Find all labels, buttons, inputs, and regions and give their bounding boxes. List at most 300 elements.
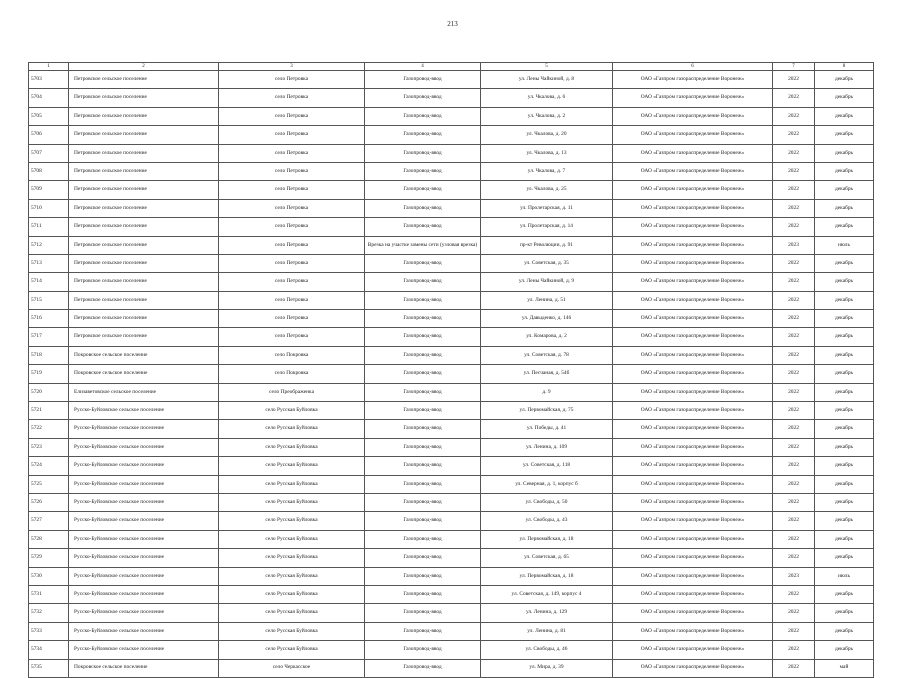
cell-month: декабрь xyxy=(815,530,874,548)
cell-year: 2022 xyxy=(773,512,815,530)
table-row xyxy=(29,144,874,162)
table-row xyxy=(29,365,874,383)
cell-year: 2022 xyxy=(773,438,815,456)
table-row xyxy=(29,402,874,420)
cell-address: ул. Мира, д. 39 xyxy=(481,659,613,677)
cell-address: ул. Ленина, д. 51 xyxy=(481,291,613,309)
cell-locality-name: село Русская Буйловка xyxy=(219,493,365,511)
cell-operator-name: ОАО «Газпром газораспределение Воронеж» xyxy=(613,346,773,364)
cell-year: 2022 xyxy=(773,126,815,144)
cell-object-type: Газопровод-ввод xyxy=(365,254,481,272)
cell-object-type: Газопровод-ввод xyxy=(365,567,481,585)
cell-settlement-name: Русско-Буйловское сельское поселение xyxy=(69,438,219,456)
cell-month: декабрь xyxy=(815,365,874,383)
cell-row-number: 5705 xyxy=(29,107,69,125)
cell-operator-name: ОАО «Газпром газораспределение Воронеж» xyxy=(613,567,773,585)
cell-locality-name: село Русская Буйловка xyxy=(219,457,365,475)
cell-operator-name: ОАО «Газпром газораспределение Воронеж» xyxy=(613,622,773,640)
cell-locality-name: село Черкасское xyxy=(219,659,365,677)
cell-year: 2022 xyxy=(773,641,815,659)
cell-address: ул. Советская, д. 118 xyxy=(481,457,613,475)
cell-address: ул. Северная, д. 1, корпус б xyxy=(481,475,613,493)
cell-address: ул. Советская, д. 149, корпус 4 xyxy=(481,585,613,603)
cell-settlement-name: Петровское сельское поселение xyxy=(69,273,219,291)
cell-row-number: 5713 xyxy=(29,254,69,272)
column-header: 8 xyxy=(815,63,874,71)
cell-address: ул. Первомайская, д. 75 xyxy=(481,402,613,420)
cell-settlement-name: Петровское сельское поселение xyxy=(69,254,219,272)
column-header: 3 xyxy=(219,63,365,71)
cell-address: пр-кт Революции, д. 91 xyxy=(481,236,613,254)
table-row xyxy=(29,126,874,144)
table-row xyxy=(29,291,874,309)
cell-month: декабрь xyxy=(815,475,874,493)
cell-row-number: 5729 xyxy=(29,549,69,567)
cell-row-number: 5718 xyxy=(29,346,69,364)
cell-address: ул. Чкалова, д. 7 xyxy=(481,162,613,180)
cell-row-number: 5716 xyxy=(29,310,69,328)
cell-object-type: Газопровод-ввод xyxy=(365,199,481,217)
table-row xyxy=(29,475,874,493)
cell-year: 2022 xyxy=(773,659,815,677)
cell-year: 2023 xyxy=(773,567,815,585)
cell-object-type: Газопровод-ввод xyxy=(365,475,481,493)
cell-address: д. 9 xyxy=(481,383,613,401)
cell-year: 2022 xyxy=(773,457,815,475)
cell-address: ул. Чкалова, д. 25 xyxy=(481,181,613,199)
cell-month: декабрь xyxy=(815,89,874,107)
cell-address: ул. Чкалова, д. 13 xyxy=(481,144,613,162)
table-row xyxy=(29,585,874,603)
cell-settlement-name: Русско-Буйловское сельское поселение xyxy=(69,530,219,548)
cell-settlement-name: Петровское сельское поселение xyxy=(69,291,219,309)
cell-operator-name: ОАО «Газпром газораспределение Воронеж» xyxy=(613,530,773,548)
cell-row-number: 5731 xyxy=(29,585,69,603)
cell-locality-name: село Петровка xyxy=(219,144,365,162)
cell-object-type: Газопровод-ввод xyxy=(365,493,481,511)
cell-address: ул. Первомайская, д. 18 xyxy=(481,530,613,548)
cell-locality-name: село Петровка xyxy=(219,162,365,180)
cell-settlement-name: Петровское сельское поселение xyxy=(69,162,219,180)
cell-year: 2022 xyxy=(773,346,815,364)
cell-row-number: 5724 xyxy=(29,457,69,475)
table-row xyxy=(29,107,874,125)
cell-month: декабрь xyxy=(815,585,874,603)
cell-row-number: 5733 xyxy=(29,622,69,640)
column-header: 5 xyxy=(481,63,613,71)
cell-year: 2022 xyxy=(773,273,815,291)
cell-month: декабрь xyxy=(815,107,874,125)
cell-row-number: 5723 xyxy=(29,438,69,456)
cell-operator-name: ОАО «Газпром газораспределение Воронеж» xyxy=(613,604,773,622)
cell-address: ул. Комарова, д. 2 xyxy=(481,328,613,346)
cell-locality-name: село Русская Буйловка xyxy=(219,641,365,659)
cell-settlement-name: Покровское сельское поселение xyxy=(69,346,219,364)
cell-operator-name: ОАО «Газпром газораспределение Воронеж» xyxy=(613,328,773,346)
table-row xyxy=(29,512,874,530)
table-row xyxy=(29,420,874,438)
cell-settlement-name: Петровское сельское поселение xyxy=(69,107,219,125)
cell-year: 2022 xyxy=(773,162,815,180)
table-row xyxy=(29,383,874,401)
cell-month: декабрь xyxy=(815,438,874,456)
cell-locality-name: село Русская Буйловка xyxy=(219,512,365,530)
cell-row-number: 5708 xyxy=(29,162,69,180)
cell-address: ул. Советская, д. 35 xyxy=(481,254,613,272)
cell-locality-name: село Русская Буйловка xyxy=(219,402,365,420)
cell-operator-name: ОАО «Газпром газораспределение Воронеж» xyxy=(613,493,773,511)
cell-row-number: 5732 xyxy=(29,604,69,622)
cell-year: 2022 xyxy=(773,199,815,217)
cell-year: 2022 xyxy=(773,622,815,640)
cell-month: декабрь xyxy=(815,402,874,420)
cell-object-type: Газопровод-ввод xyxy=(365,659,481,677)
cell-locality-name: село Петровка xyxy=(219,236,365,254)
cell-locality-name: село Русская Буйловка xyxy=(219,438,365,456)
cell-settlement-name: Русско-Буйловское сельское поселение xyxy=(69,622,219,640)
cell-month: декабрь xyxy=(815,273,874,291)
cell-year: 2022 xyxy=(773,365,815,383)
cell-operator-name: ОАО «Газпром газораспределение Воронеж» xyxy=(613,659,773,677)
column-header: 1 xyxy=(29,63,69,71)
cell-month: декабрь xyxy=(815,144,874,162)
cell-address: ул. Давыденко, д. 146 xyxy=(481,310,613,328)
cell-month: декабрь xyxy=(815,328,874,346)
table-row xyxy=(29,659,874,677)
cell-locality-name: село Русская Буйловка xyxy=(219,530,365,548)
cell-address: ул. Ленина, д. 81 xyxy=(481,622,613,640)
cell-operator-name: ОАО «Газпром газораспределение Воронеж» xyxy=(613,144,773,162)
cell-locality-name: село Покровка xyxy=(219,365,365,383)
cell-year: 2022 xyxy=(773,71,815,89)
cell-operator-name: ОАО «Газпром газораспределение Воронеж» xyxy=(613,273,773,291)
cell-month: декабрь xyxy=(815,420,874,438)
cell-year: 2022 xyxy=(773,585,815,603)
table-row xyxy=(29,254,874,272)
table-row xyxy=(29,236,874,254)
cell-operator-name: ОАО «Газпром газораспределение Воронеж» xyxy=(613,383,773,401)
cell-year: 2022 xyxy=(773,107,815,125)
cell-year: 2022 xyxy=(773,549,815,567)
table-header-row xyxy=(29,63,874,71)
cell-month: декабрь xyxy=(815,218,874,236)
cell-row-number: 5730 xyxy=(29,567,69,585)
cell-object-type: Газопровод-ввод xyxy=(365,512,481,530)
table-row xyxy=(29,622,874,640)
cell-locality-name: село Петровка xyxy=(219,107,365,125)
cell-year: 2022 xyxy=(773,493,815,511)
cell-operator-name: ОАО «Газпром газораспределение Воронеж» xyxy=(613,236,773,254)
table-row xyxy=(29,641,874,659)
cell-operator-name: ОАО «Газпром газораспределение Воронеж» xyxy=(613,475,773,493)
cell-address: ул. Ленина, д. 129 xyxy=(481,604,613,622)
cell-object-type: Газопровод-ввод xyxy=(365,549,481,567)
cell-locality-name: село Петровка xyxy=(219,71,365,89)
cell-settlement-name: Русско-Буйловское сельское поселение xyxy=(69,585,219,603)
cell-operator-name: ОАО «Газпром газораспределение Воронеж» xyxy=(613,254,773,272)
cell-object-type: Газопровод-ввод xyxy=(365,383,481,401)
cell-row-number: 5711 xyxy=(29,218,69,236)
cell-month: июль xyxy=(815,567,874,585)
cell-month: декабрь xyxy=(815,346,874,364)
cell-locality-name: село Петровка xyxy=(219,126,365,144)
cell-settlement-name: Русско-Буйловское сельское поселение xyxy=(69,457,219,475)
cell-settlement-name: Русско-Буйловское сельское поселение xyxy=(69,512,219,530)
column-header: 2 xyxy=(69,63,219,71)
cell-address: ул. Лены Чайкиной, д. 9 xyxy=(481,273,613,291)
cell-year: 2022 xyxy=(773,530,815,548)
cell-month: декабрь xyxy=(815,512,874,530)
cell-address: ул. Свободы, д. 50 xyxy=(481,493,613,511)
table-row xyxy=(29,493,874,511)
cell-year: 2022 xyxy=(773,89,815,107)
cell-operator-name: ОАО «Газпром газораспределение Воронеж» xyxy=(613,71,773,89)
cell-object-type: Газопровод-ввод xyxy=(365,438,481,456)
cell-settlement-name: Петровское сельское поселение xyxy=(69,71,219,89)
cell-locality-name: село Русская Буйловка xyxy=(219,420,365,438)
cell-object-type: Газопровод-ввод xyxy=(365,273,481,291)
table-row xyxy=(29,457,874,475)
cell-locality-name: село Петровка xyxy=(219,218,365,236)
cell-object-type: Газопровод-ввод xyxy=(365,641,481,659)
cell-settlement-name: Русско-Буйловское сельское поселение xyxy=(69,567,219,585)
cell-year: 2022 xyxy=(773,402,815,420)
cell-row-number: 5703 xyxy=(29,71,69,89)
cell-address: ул. Первомайская, д. 18 xyxy=(481,567,613,585)
cell-year: 2022 xyxy=(773,310,815,328)
cell-row-number: 5722 xyxy=(29,420,69,438)
table-row xyxy=(29,310,874,328)
cell-year: 2022 xyxy=(773,254,815,272)
cell-operator-name: ОАО «Газпром газораспределение Воронеж» xyxy=(613,585,773,603)
cell-year: 2022 xyxy=(773,291,815,309)
cell-locality-name: село Петровка xyxy=(219,310,365,328)
cell-month: декабрь xyxy=(815,604,874,622)
cell-settlement-name: Петровское сельское поселение xyxy=(69,181,219,199)
cell-address: ул. Пролетарская, д. 14 xyxy=(481,218,613,236)
cell-month: декабрь xyxy=(815,549,874,567)
cell-year: 2022 xyxy=(773,328,815,346)
cell-year: 2022 xyxy=(773,218,815,236)
cell-locality-name: село Петровка xyxy=(219,199,365,217)
cell-settlement-name: Петровское сельское поселение xyxy=(69,218,219,236)
cell-settlement-name: Русско-Буйловское сельское поселение xyxy=(69,402,219,420)
gas-connection-table xyxy=(28,62,874,678)
cell-locality-name: село Покровка xyxy=(219,346,365,364)
cell-settlement-name: Петровское сельское поселение xyxy=(69,328,219,346)
cell-operator-name: ОАО «Газпром газораспределение Воронеж» xyxy=(613,218,773,236)
cell-row-number: 5710 xyxy=(29,199,69,217)
cell-row-number: 5717 xyxy=(29,328,69,346)
column-header: 6 xyxy=(613,63,773,71)
table-row xyxy=(29,89,874,107)
cell-operator-name: ОАО «Газпром газораспределение Воронеж» xyxy=(613,162,773,180)
cell-object-type: Газопровод-ввод xyxy=(365,457,481,475)
cell-month: декабрь xyxy=(815,641,874,659)
column-header: 7 xyxy=(773,63,815,71)
cell-year: 2022 xyxy=(773,181,815,199)
cell-object-type: Газопровод-ввод xyxy=(365,310,481,328)
cell-settlement-name: Покровское сельское поселение xyxy=(69,365,219,383)
cell-locality-name: село Преображенка xyxy=(219,383,365,401)
cell-month: декабрь xyxy=(815,181,874,199)
cell-operator-name: ОАО «Газпром газораспределение Воронеж» xyxy=(613,310,773,328)
cell-year: 2022 xyxy=(773,144,815,162)
cell-month: декабрь xyxy=(815,126,874,144)
cell-month: декабрь xyxy=(815,71,874,89)
cell-locality-name: село Русская Буйловка xyxy=(219,475,365,493)
cell-month: декабрь xyxy=(815,254,874,272)
cell-object-type: Газопровод-ввод xyxy=(365,144,481,162)
cell-object-type: Газопровод-ввод xyxy=(365,530,481,548)
cell-operator-name: ОАО «Газпром газораспределение Воронеж» xyxy=(613,89,773,107)
cell-object-type: Газопровод-ввод xyxy=(365,420,481,438)
cell-object-type: Газопровод-ввод xyxy=(365,218,481,236)
cell-operator-name: ОАО «Газпром газораспределение Воронеж» xyxy=(613,438,773,456)
cell-operator-name: ОАО «Газпром газораспределение Воронеж» xyxy=(613,641,773,659)
cell-settlement-name: Русско-Буйловское сельское поселение xyxy=(69,420,219,438)
cell-row-number: 5707 xyxy=(29,144,69,162)
cell-object-type: Газопровод-ввод xyxy=(365,604,481,622)
cell-locality-name: село Петровка xyxy=(219,328,365,346)
cell-object-type: Газопровод-ввод xyxy=(365,346,481,364)
cell-address: ул. Свободы, д. 46 xyxy=(481,641,613,659)
cell-year: 2023 xyxy=(773,236,815,254)
cell-settlement-name: Петровское сельское поселение xyxy=(69,89,219,107)
cell-month: декабрь xyxy=(815,291,874,309)
cell-settlement-name: Петровское сельское поселение xyxy=(69,236,219,254)
cell-settlement-name: Русско-Буйловское сельское поселение xyxy=(69,475,219,493)
cell-row-number: 5712 xyxy=(29,236,69,254)
cell-month: декабрь xyxy=(815,457,874,475)
cell-settlement-name: Покровское сельское поселение xyxy=(69,659,219,677)
cell-locality-name: село Русская Буйловка xyxy=(219,604,365,622)
cell-operator-name: ОАО «Газпром газораспределение Воронеж» xyxy=(613,291,773,309)
cell-month: май xyxy=(815,659,874,677)
cell-month: декабрь xyxy=(815,383,874,401)
cell-object-type: Газопровод-ввод xyxy=(365,107,481,125)
cell-object-type: Газопровод-ввод xyxy=(365,291,481,309)
cell-address: ул. Советская, д. 78 xyxy=(481,346,613,364)
cell-operator-name: ОАО «Газпром газораспределение Воронеж» xyxy=(613,512,773,530)
cell-address: ул. Победы, д. 41 xyxy=(481,420,613,438)
cell-year: 2022 xyxy=(773,475,815,493)
cell-month: декабрь xyxy=(815,162,874,180)
table-body xyxy=(29,71,874,678)
table-row xyxy=(29,549,874,567)
cell-address: ул. Чкалова, д. 6 xyxy=(481,89,613,107)
cell-year: 2022 xyxy=(773,604,815,622)
cell-row-number: 5709 xyxy=(29,181,69,199)
column-header: 4 xyxy=(365,63,481,71)
cell-month: декабрь xyxy=(815,622,874,640)
cell-row-number: 5734 xyxy=(29,641,69,659)
cell-settlement-name: Русско-Буйловское сельское поселение xyxy=(69,549,219,567)
cell-settlement-name: Петровское сельское поселение xyxy=(69,310,219,328)
cell-address: ул. Песчаная, д. 54б xyxy=(481,365,613,383)
table-row xyxy=(29,181,874,199)
table-row xyxy=(29,273,874,291)
cell-month: декабрь xyxy=(815,493,874,511)
cell-address: ул. Лены Чайкиной, д. 8 xyxy=(481,71,613,89)
cell-operator-name: ОАО «Газпром газораспределение Воронеж» xyxy=(613,199,773,217)
cell-row-number: 5719 xyxy=(29,365,69,383)
table-row xyxy=(29,71,874,89)
cell-object-type: Газопровод-ввод xyxy=(365,328,481,346)
cell-settlement-name: Русско-Буйловское сельское поселение xyxy=(69,641,219,659)
cell-settlement-name: Русско-Буйловское сельское поселение xyxy=(69,604,219,622)
cell-row-number: 5721 xyxy=(29,402,69,420)
cell-operator-name: ОАО «Газпром газораспределение Воронеж» xyxy=(613,549,773,567)
cell-object-type: Газопровод-ввод xyxy=(365,365,481,383)
cell-row-number: 5720 xyxy=(29,383,69,401)
table-row xyxy=(29,346,874,364)
cell-row-number: 5735 xyxy=(29,659,69,677)
cell-settlement-name: Петровское сельское поселение xyxy=(69,126,219,144)
table-row xyxy=(29,604,874,622)
cell-locality-name: село Русская Буйловка xyxy=(219,567,365,585)
cell-operator-name: ОАО «Газпром газораспределение Воронеж» xyxy=(613,126,773,144)
cell-object-type: Газопровод-ввод xyxy=(365,181,481,199)
cell-object-type: Газопровод-ввод xyxy=(365,162,481,180)
cell-row-number: 5704 xyxy=(29,89,69,107)
cell-settlement-name: Елизаветовское сельское поселение xyxy=(69,383,219,401)
cell-operator-name: ОАО «Газпром газораспределение Воронеж» xyxy=(613,420,773,438)
cell-address: ул. Чкалова, д. 20 xyxy=(481,126,613,144)
cell-object-type: Газопровод-ввод xyxy=(365,622,481,640)
cell-locality-name: село Петровка xyxy=(219,273,365,291)
cell-locality-name: село Петровка xyxy=(219,254,365,272)
table-row xyxy=(29,199,874,217)
cell-address: ул. Ленина, д. 109 xyxy=(481,438,613,456)
cell-locality-name: село Петровка xyxy=(219,89,365,107)
table-row xyxy=(29,328,874,346)
cell-operator-name: ОАО «Газпром газораспределение Воронеж» xyxy=(613,457,773,475)
page-number: 213 xyxy=(447,20,458,28)
table-row xyxy=(29,567,874,585)
cell-locality-name: село Русская Буйловка xyxy=(219,549,365,567)
cell-row-number: 5715 xyxy=(29,291,69,309)
cell-address: ул. Пролетарская, д. 11 xyxy=(481,199,613,217)
cell-object-type: Газопровод-ввод xyxy=(365,402,481,420)
table-row xyxy=(29,530,874,548)
cell-operator-name: ОАО «Газпром газораспределение Воронеж» xyxy=(613,402,773,420)
cell-operator-name: ОАО «Газпром газораспределение Воронеж» xyxy=(613,365,773,383)
cell-locality-name: село Петровка xyxy=(219,291,365,309)
cell-month: июль xyxy=(815,236,874,254)
cell-year: 2022 xyxy=(773,383,815,401)
cell-settlement-name: Петровское сельское поселение xyxy=(69,199,219,217)
cell-object-type: Газопровод-ввод xyxy=(365,89,481,107)
cell-object-type: Газопровод-ввод xyxy=(365,585,481,603)
cell-row-number: 5725 xyxy=(29,475,69,493)
cell-operator-name: ОАО «Газпром газораспределение Воронеж» xyxy=(613,181,773,199)
cell-address: ул. Свободы, д. 43 xyxy=(481,512,613,530)
cell-settlement-name: Петровское сельское поселение xyxy=(69,144,219,162)
cell-address: ул. Чкалова, д. 2 xyxy=(481,107,613,125)
cell-locality-name: село Петровка xyxy=(219,181,365,199)
cell-row-number: 5714 xyxy=(29,273,69,291)
cell-object-type: Газопровод-ввод xyxy=(365,126,481,144)
table-row xyxy=(29,162,874,180)
cell-row-number: 5727 xyxy=(29,512,69,530)
cell-year: 2022 xyxy=(773,420,815,438)
cell-row-number: 5728 xyxy=(29,530,69,548)
cell-month: декабрь xyxy=(815,199,874,217)
table-row xyxy=(29,438,874,456)
cell-object-type: Газопровод-ввод xyxy=(365,71,481,89)
cell-settlement-name: Русско-Буйловское сельское поселение xyxy=(69,493,219,511)
